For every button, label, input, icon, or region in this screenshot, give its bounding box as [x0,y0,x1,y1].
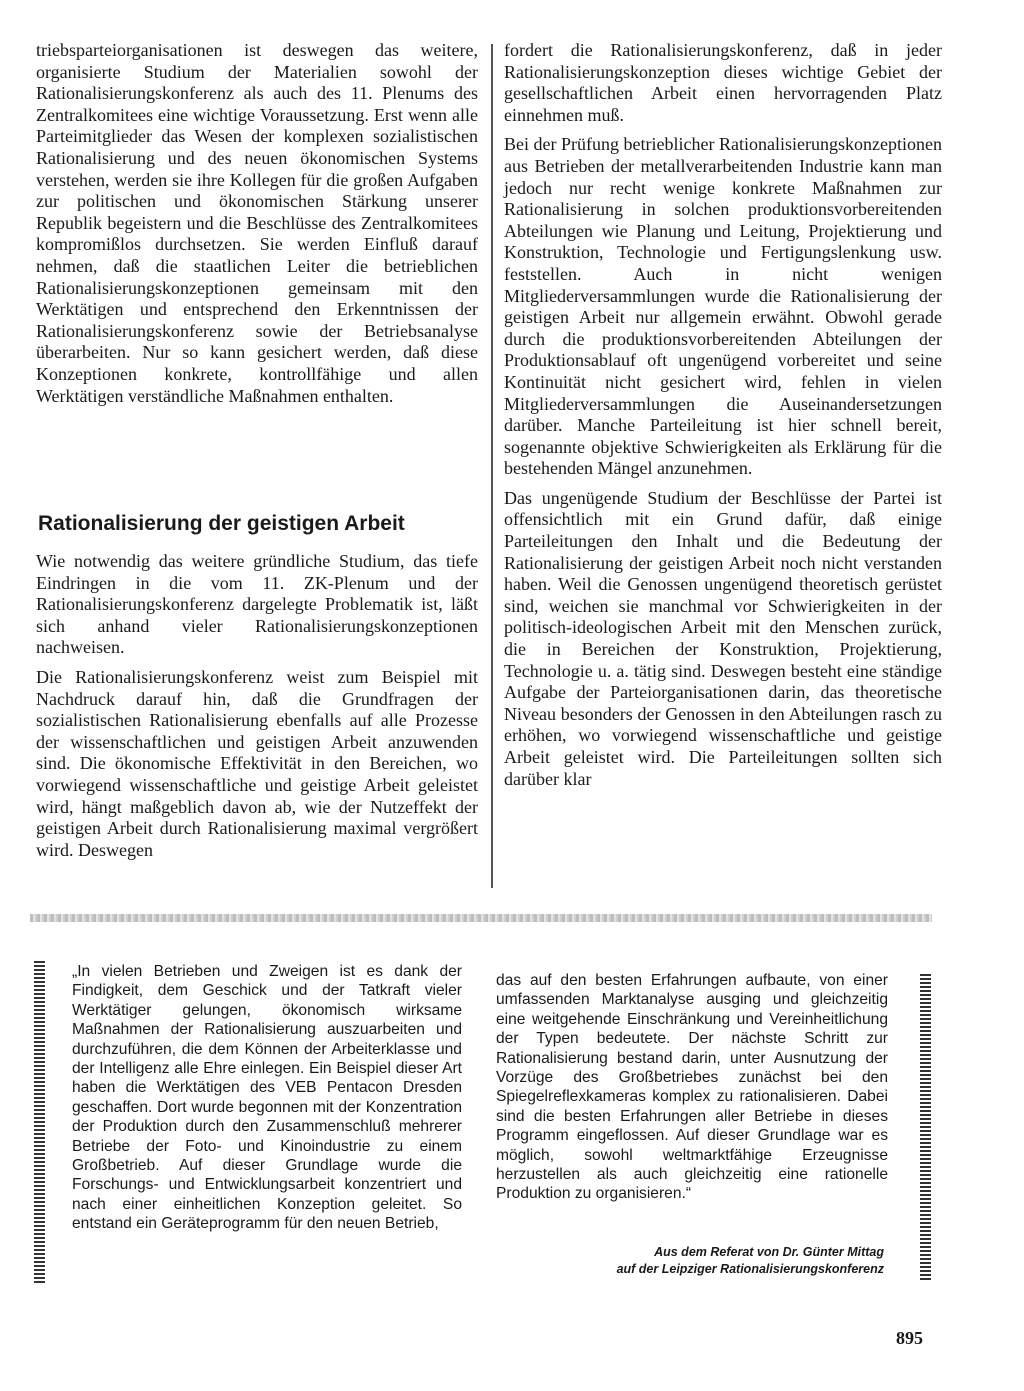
section-heading: Rationalisierung der geistigen Arbeit [38,512,405,535]
article-paragraph: Die Rationalisierungskonferenz weist zum Beispiel mit Nachdruck darauf hin, daß die Grundfragen der sozialistischen Rationalisierung ebenfalls auf alle Prozesse der wissenschaftlichen und geistigen Arbeit anzuwenden sind. Die ökonomische Effektivität in den Bereichen, wo vorwiegend wissenschaftliche und geistige Arbeit geleistet wird, hängt maßgeblich davon ab, wie der Nutzeffekt der geistigen Arbeit durch Rationalisierung maximal vergrößert wird. Deswegen [36,666,478,860]
page-number: 895 [896,1328,923,1348]
article-paragraph: Bei der Prüfung betrieblicher Rationalisierungskonzeptionen aus Betrieben der metallverarbeitenden Industrie kann man jedoch nur recht wenige konkrete Maßnahmen zur Rationalisierung in solchen produktionsvorbereitenden Abteilungen wie Planung und Leitung, Projektierung und Konstruktion, Technologie und Fertigungslenkung usw. feststellen. Auch in nicht wenigen Mitgliederversammlungen wurde die Rationalisierung der geistigen Arbeit nur allgemein erwähnt. Obwohl gerade durch die produktionsvorbereitenden Abteilungen der Produktionsablauf oft ungenügend vorbereitet und seine Kontinuität nicht gesichert wird, fehlen in vielen Mitgliederversammlungen die Auseinandersetzungen darüber. Manche Parteileitung ist hier schnell bereit, sogenannte objektive Schwierigkeiten als Erklärung für die bestehenden Mängel anzunehmen. [504,134,942,479]
quote-margin-bar-left [34,961,45,1283]
quote-column-left: „In vielen Betrieben und Zweigen ist es dank der Findigkeit, dem Geschick und der Tatkraft vieler Werktätiger gelungen, ökonomisch wirksame Maßnahmen der Rationalisierung auszuarbeiten und durchzuführen, die dem Können der Arbeiterklasse und der Intelligenz alle Ehre einlegen. Ein Beispiel dieser Art haben die Werktätigen des VEB Pentacon Dresden geschaffen. Dort wurde begonnen mit der Konzentration der Produktion durch den Zusammenschluß mehrerer Betriebe der Foto- und Kinoindustrie zu einem Großbetrieb. Auf dieser Grundlage wurde die Forschungs- und Entwicklungsarbeit konzentriert und nach einer einheitlichen Konzeption geleitet. So entstand ein Geräteprogramm für den neuen Betrieb, [72,963,462,1233]
article-paragraph: triebsparteiorganisationen ist deswegen das weitere, organisierte Studium der Materialien sowohl der Rationalisierungskonferenz als auch des 11. Plenums des Zentralkomitees eine wichtige Voraussetzung. Erst wenn alle Parteimitglieder das Wesen der komplexen sozialistischen Rationalisierung und des neuen ökonomischen Systems verstehen, werden sie ihre Kollegen für die großen Aufgaben zur politischen und ökonomischen Stärkung unserer Republik begeistern und die Beschlüsse des Zentralkomitees kompromißlos durchsetzen. Sie werden Einfluß darauf nehmen, daß die staatlichen Leiter die betrieblichen Rationalisierungskonzeptionen gemeinsam mit den Werktätigen und entsprechend den Erkenntnissen der Rationalisierungskonferenz sowie der Betriebsanalyse überarbeiten. Nur so kann gesichert werden, daß diese Konzeptionen konkrete, kontrollfähige und allen Werktätigen verständliche Maßnahmen enthalten. [36,40,478,406]
attribution-line: auf der Leipziger Rationalisierungskonferenz [616,1262,884,1276]
article-column-right [504,40,942,798]
article-column-left-top [36,40,478,415]
quote-attribution [540,1244,884,1278]
quote-column-right: das auf den besten Erfahrungen aufbaute, von einer umfassenden Marktanalyse ausging und gleichzeitig eine weitgehende Einschränkung und Vereinheitlichung der Typen bedeutete. Der nächste Schritt zur Rationalisierung bestand darin, unter Ausnutzung der Vorzüge des Großbetriebes zunächst bei den Spiegelreflexkameras komplex zu rationalisieren. Dabei sind die besten Erfahrungen aller Betriebe in dieses Programm eingeflossen. Auf dieser Grundlage war es möglich, sowohl weltmarktfähige Erzeugnisse herzustellen als auch gleichzeitig eine rationelle Produktion zu organisieren.“ [496,972,888,1203]
section-divider [30,914,932,922]
article-column-left-bottom [36,551,478,869]
article-paragraph: Wie notwendig das weitere gründliche Studium, das tiefe Eindringen in die vom 11. ZK-Plenum und der Rationalisierungskonferenz dargelegte Problematik ist, läßt sich anhand vieler Rationalisierungskonzeptionen nachweisen. [36,551,478,658]
column-divider [491,44,493,888]
attribution-line: Aus dem Referat von Dr. Günter Mittag [654,1245,884,1259]
article-paragraph: Das ungenügende Studium der Beschlüsse der Partei ist offensichtlich mit ein Grund dafür, daß einige Parteileitungen den Inhalt und die Bedeutung der Rationalisierung der geistigen Arbeit noch nicht verstanden haben. Weil die Genossen ungenügend theoretisch gerüstet sind, weichen sie manchmal vor Schwierigkeiten in der politisch-ideologischen Arbeit mit den Menschen zurück, die in Bereichen der Konstruktion, Projektierung, Technologie u. a. tätig sind. Deswegen besteht eine ständige Aufgabe der Parteiorganisationen darin, das theoretische Niveau besonders der Genossen in den Abteilungen rasch zu erhöhen, wo vorwiegend wissenschaftliche und geistige Arbeit geleistet wird. Die Parteileitungen sollten sich darüber klar [504,487,942,789]
quote-margin-bar-right [920,974,931,1280]
article-paragraph: fordert die Rationalisierungskonferenz, daß in jeder Rationalisierungskonzeption dieses wichtige Gebiet der gesellschaftlichen Arbeit einen hervorragenden Platz einnehmen muß. [504,40,942,125]
